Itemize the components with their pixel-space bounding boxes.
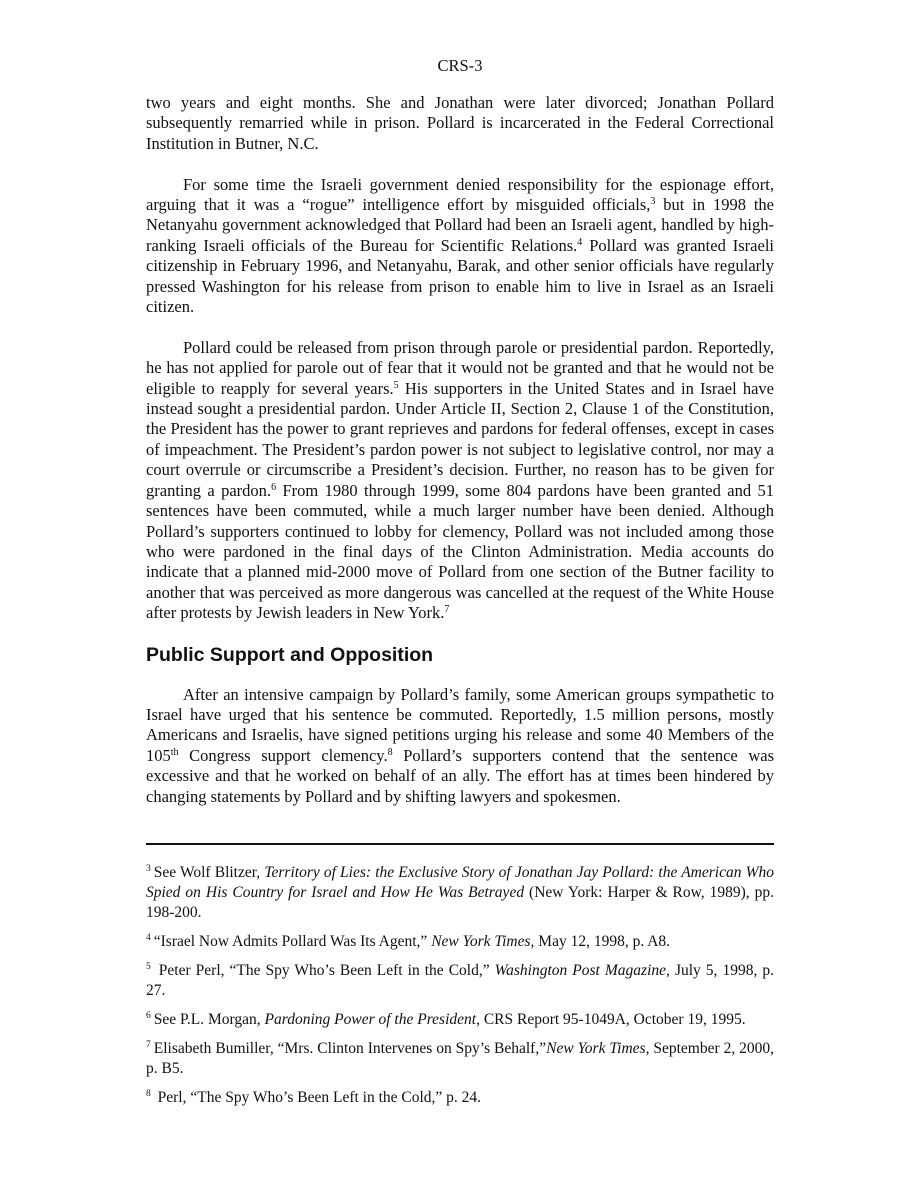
paragraph-3	[146, 338, 774, 624]
footnote-title: Territory of Lies: the Exclusive Story of Jonathan Jay Pollard: the American Who Spied on His Country for Israel and How He Was Betrayed	[146, 863, 774, 901]
footnote-title: New York Times	[431, 932, 531, 950]
footnote-text-end: , September 2, 2000, p. B5.	[146, 1039, 775, 1077]
footnote-5	[146, 961, 774, 1001]
footnote-text-end: , July 5, 1998, p. 27.	[146, 961, 774, 999]
footnote-ref-4: 4	[577, 236, 583, 248]
footnote-6	[146, 1010, 774, 1030]
footnote-ref-7: 7	[444, 604, 450, 616]
footnote-divider	[146, 843, 774, 845]
footnote-text-end: (New York: Harper & Row, 1989), pp. 198-200.	[146, 883, 774, 921]
footnote-title: Pardoning Power of the President	[264, 1010, 477, 1028]
footnote-ref-3: 3	[650, 196, 656, 208]
footnote-ref-8: 8	[387, 746, 393, 758]
footnote-number: 5	[146, 961, 151, 972]
paragraph-3-text-c: From 1980 through 1999, some 804 pardons have been granted and 51 sentences have been commuted, while a much larger number have been denied. Although Pollard’s supporters continued to lobby for clemency, Pollard was not included among those who were pardoned in the final days of the Clinton Administration. Media accounts do indicate that a planned mid-2000 move of Pollard from one section of the Butner facility to another that was perceived as more dangerous was cancelled at the request of the White House after protests by Jewish leaders in New York.	[146, 480, 774, 623]
footnote-text: Perl, “The Spy Who’s Been Left in the Cold,” p. 24.	[153, 1088, 482, 1106]
footnote-7	[146, 1039, 774, 1079]
footnote-ref-6: 6	[271, 481, 277, 493]
footnote-text-end: , CRS Report 95-1049A, October 19, 1995.	[476, 1010, 746, 1028]
paragraph-2-text-a: For some time the Israeli government denied responsibility for the espionage effort, arguing that it was a “rogue” intelligence effort by misguided officials,	[146, 174, 774, 215]
paragraph-3-text-b: His supporters in the United States and in Israel have instead sought a presidential pardon. Under Article II, Section 2, Clause 1 of the Constitution, the President has the power to grant reprieves and pardons for federal offenses, except in cases of impeachment. The President’s pardon power is not subject to legislative control, nor may a court overrule or circumscribe a President’s decision. Further, no reason has to be given for granting a pardon.	[146, 378, 774, 500]
paragraph-1	[146, 93, 774, 154]
footnote-number: 6	[146, 1010, 151, 1021]
footnote-title: New York Times	[546, 1039, 646, 1057]
paragraph-2-text-c: Pollard was granted Israeli citizenship in February 1996, and Netanyahu, Barak, and other senior officials have regularly pressed Washington for his release from prison to enable him to live in Israel as an Israeli citizen.	[146, 235, 774, 317]
footnote-ref-5: 5	[393, 379, 399, 391]
document-body	[146, 93, 774, 1108]
paragraph-4-text-b: Congress support clemency.	[178, 745, 388, 765]
paragraph-2	[146, 175, 774, 318]
footnote-text-end: , May 12, 1998, p. A8.	[530, 932, 671, 950]
paragraph-4	[146, 685, 774, 807]
footnote-3	[146, 863, 774, 923]
section-heading: Public Support and Opposition	[146, 643, 434, 666]
footnote-text: See P.L. Morgan,	[153, 1010, 265, 1028]
footnote-text: Elisabeth Bumiller, “Mrs. Clinton Intervenes on Spy’s Behalf,”	[153, 1039, 547, 1057]
paragraph-4-text-a: After an intensive campaign by Pollard’s family, some American groups sympathetic to Israel have urged that his sentence be commuted. Reportedly, 1.5 million persons, mostly Americans and Israelis, have signed petitions urging his release and some 40 Members of the 105	[146, 684, 774, 765]
footnote-number: 8	[146, 1088, 151, 1099]
footnote-8	[146, 1088, 774, 1108]
paragraph-3-text-a: Pollard could be released from prison through parole or presidential pardon. Reportedly, he has not applied for parole out of fear that it would not be granted and that he would not be eligible to reapply for several years.	[146, 337, 774, 398]
page-number: CRS-3	[437, 56, 483, 75]
paragraph-4-text-c: Pollard’s supporters contend that the sentence was excessive and that he worked on behalf of an ally. The effort has at times been hindered by changing statements by Pollard and by shifting lawyers and spokesmen.	[146, 745, 775, 806]
footnote-number: 7	[146, 1039, 151, 1050]
footnote-4	[146, 932, 774, 952]
footnotes	[146, 863, 774, 1108]
footnote-number: 4	[146, 932, 151, 943]
paragraph-1-text: two years and eight months. She and Jonathan were later divorced; Jonathan Pollard subsequently remarried while in prison. Pollard is incarcerated in the Federal Correctional Institution in Butner, N.C.	[146, 93, 774, 153]
paragraph-2-text-b: but in 1998 the Netanyahu government acknowledged that Pollard had been an Israeli agent, handled by high-ranking Israeli officials of the Bureau for Scientific Relations.	[146, 195, 774, 255]
footnote-text: Peter Perl, “The Spy Who’s Been Left in the Cold,”	[153, 961, 495, 979]
footnote-title: Washington Post Magazine	[494, 961, 667, 979]
ordinal-suffix: th	[170, 746, 179, 758]
footnote-text: “Israel Now Admits Pollard Was Its Agent,”	[153, 932, 432, 950]
footnote-text: See Wolf Blitzer,	[153, 863, 265, 881]
footnote-number: 3	[146, 863, 151, 874]
